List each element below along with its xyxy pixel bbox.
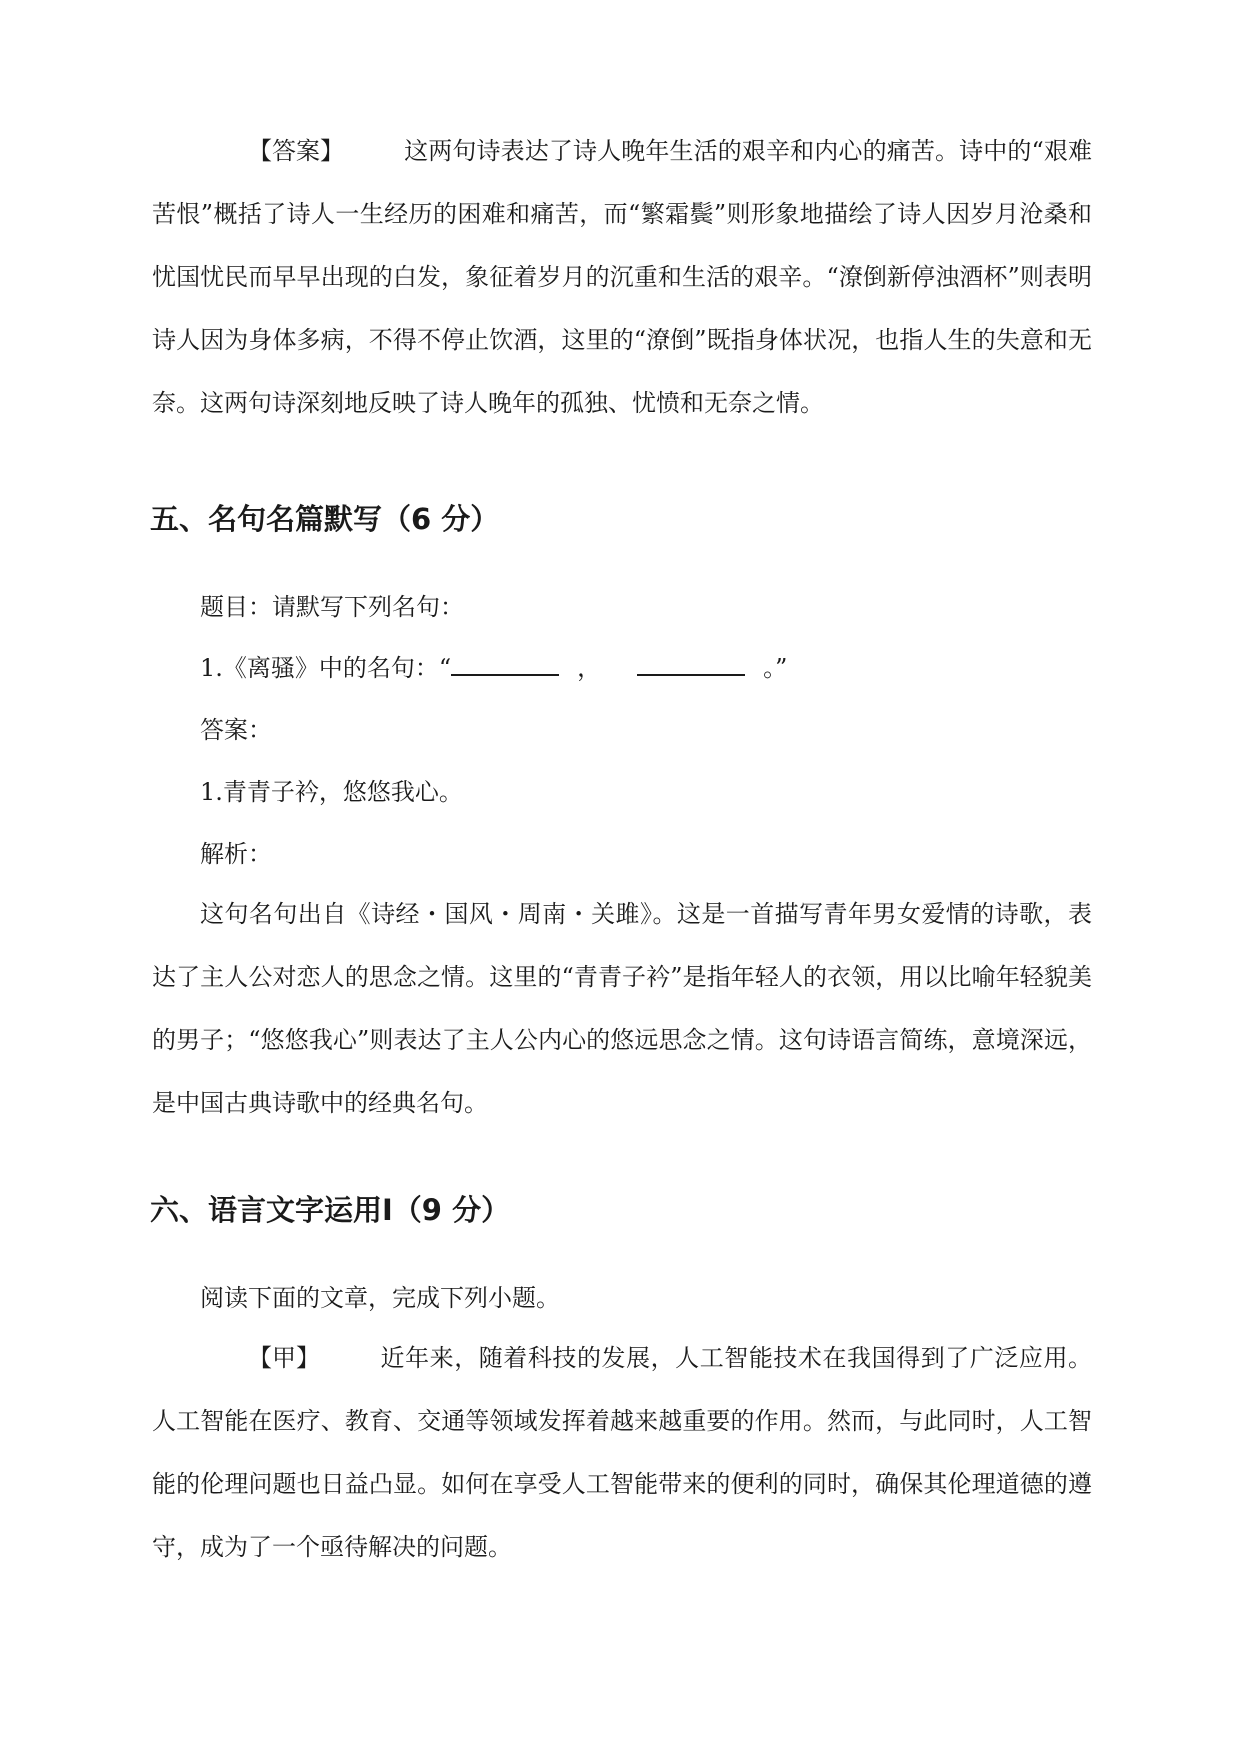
passage-paragraph — [152, 1327, 1092, 1579]
section-6-heading: 六、语言文字运用Ⅰ（9 分） — [150, 1193, 511, 1227]
section-5-question — [200, 648, 787, 683]
section-5-heading: 五、名句名篇默写（6 分） — [150, 502, 500, 536]
analysis-paragraph: 这句名句出自《诗经・国风・周南・关雎》。这是一首描写青年男女爱情的诗歌，表达了主人公对恋人的思念之情。这里的“青青子衿”是指年轻人的衣领，用以比喻年轻貌美的男子；“悠悠我心”则表达了主人公内心的悠远思念之情。这句诗语言简练，意境深远，是中国古典诗歌中的经典名句。 — [152, 900, 1092, 1117]
answer-block — [152, 120, 1092, 435]
passage-tag: 【甲】 — [248, 1344, 320, 1372]
section-5-analysis-label: 解析： — [200, 840, 272, 868]
section-5-answer-label: 答案： — [200, 716, 272, 744]
section-5-answer-text: 1.青青子衿，悠悠我心。 — [200, 778, 463, 806]
answer-text: 这两句诗表达了诗人晚年生活的艰辛和内心的痛苦。诗中的“艰难苦恨”概括了诗人一生经历的困难和痛苦，而“繁霜鬓”则形象地描绘了诗人因岁月沧桑和忧国忧民而早早出现的白发，象征着岁月的沉重和生活的艰辛。“潦倒新停浊酒杯”则表明诗人因为身体多病，不得不停止饮酒，这里的“潦倒”既指身体状况，也指人生的失意和无奈。这两句诗深刻地反映了诗人晚年的孤独、忧愤和无奈之情。 — [152, 137, 1092, 417]
answer-blank-1 — [451, 652, 559, 676]
passage-text: 近年来，随着科技的发展，人工智能技术在我国得到了广泛应用。人工智能在医疗、教育、交通等领域发挥着越来越重要的作用。然而，与此同时，人工智能的伦理问题也日益凸显。如何在享受人工智能带来的便利的同时，确保其伦理道德的遵守，成为了一个亟待解决的问题。 — [152, 1344, 1092, 1561]
answer-tag: 【答案】 — [248, 137, 344, 165]
question-comma: ， — [577, 654, 602, 682]
question-prefix: 1.《离骚》中的名句：“ — [200, 654, 452, 682]
section-5-prompt: 题目：请默写下列名句： — [200, 593, 464, 621]
analysis-block — [152, 883, 1092, 1135]
answer-blank-2 — [637, 652, 745, 676]
passage-block — [152, 1327, 1092, 1579]
section-6-instruction: 阅读下面的文章，完成下列小题。 — [200, 1284, 560, 1312]
question-suffix: 。” — [763, 654, 788, 682]
answer-paragraph — [152, 120, 1092, 435]
